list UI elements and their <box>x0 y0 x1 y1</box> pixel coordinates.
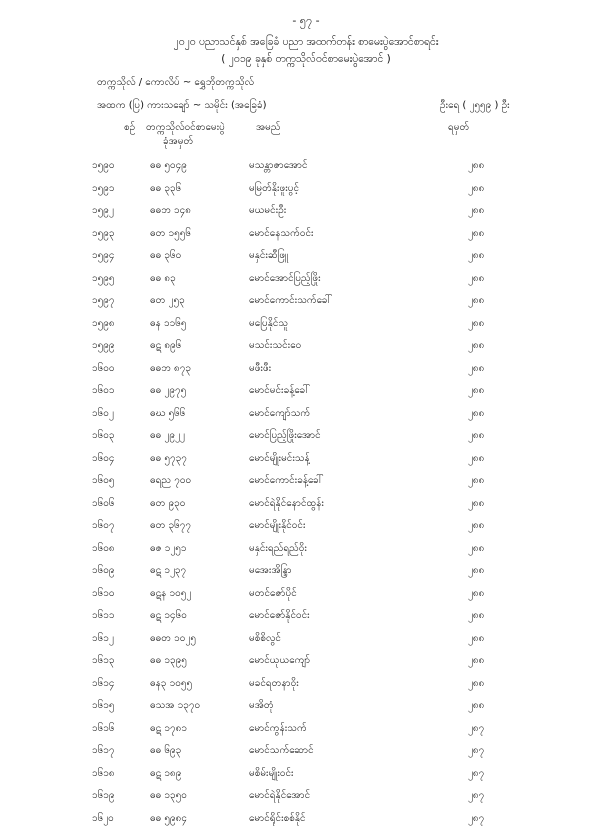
table-row <box>0 631 612 654</box>
table-row <box>0 788 612 811</box>
table-row <box>0 361 612 384</box>
row-number: ၁၅၉၃ <box>92 226 115 241</box>
score: ၂၈၈ <box>468 226 484 241</box>
student-name: မနှင်းဆီဖြူ <box>249 248 288 263</box>
table-row <box>0 766 612 789</box>
table-row <box>0 541 612 564</box>
table-row <box>0 698 612 721</box>
header-no: စဉ် <box>124 120 135 135</box>
student-name: မောင်ရိုင်းစစ်နိုင် <box>249 811 306 826</box>
score: ၂၈၈ <box>468 473 484 488</box>
score: ၂၈၈ <box>468 293 484 308</box>
row-number: ၁၆၀၀ <box>92 361 115 376</box>
table-row <box>0 226 612 249</box>
student-name: မောင်ကောင်းခန့်ခေါ် <box>249 473 323 488</box>
header-score: ရမှတ် <box>448 120 469 135</box>
score: ၂၈၇ <box>468 766 484 781</box>
table-row <box>0 316 612 339</box>
roll-number: ဓဋ ၁၂၃၇ <box>150 563 186 578</box>
student-name: မအေးအိန္ဒြာ <box>249 563 292 578</box>
student-name: မောင်ပြည့်ဖြိုးအောင် <box>249 428 321 443</box>
row-number: ၁၅၉၁ <box>92 181 115 196</box>
student-name: မယမင်းဦး <box>249 203 286 218</box>
row-number: ၁၅၉၄ <box>92 248 115 263</box>
student-name: မောင်ကွန်းသက် <box>249 721 307 736</box>
roll-number: ဓဓ ၂၉၇၅ <box>150 383 186 398</box>
row-number: ၁၆၁၀ <box>92 586 115 601</box>
student-name: မောင်နေသက်ဝင်း <box>249 226 314 241</box>
student-name: မသင်းသင်းဝေ <box>249 338 301 353</box>
university-line: တက္ကသိုလ် / ကောလိပ် ~ ရွှေဘိုတက္ကသိုလ် <box>97 75 254 90</box>
student-name: မခင်ရတနာဝိုး <box>249 676 299 691</box>
roll-number: ဓဓ ၁၃၅၀ <box>150 788 187 803</box>
table-row <box>0 338 612 361</box>
score: ၂၈၈ <box>468 676 484 691</box>
roll-number: ဓဓ ၁၃၉၅ <box>150 653 187 668</box>
row-number: ၁၆၀၆ <box>92 496 115 511</box>
student-name: မောင်အောင်ပြည့်ဖြိုး <box>249 271 321 286</box>
roll-number: ဓန ၁၁၆၅ <box>150 316 186 331</box>
table-row <box>0 158 612 181</box>
score: ၂၈၈ <box>468 451 484 466</box>
roll-number: ဓဓ ၆၉၃ <box>150 743 181 758</box>
score: ၂၈၈ <box>468 496 484 511</box>
row-number: ၁၆၀၄ <box>92 451 115 466</box>
table-row <box>0 563 612 586</box>
row-number: ၁၆၀၁ <box>92 383 115 398</box>
table-row <box>0 181 612 204</box>
score: ၂၈၈ <box>468 586 484 601</box>
table-row <box>0 608 612 631</box>
roll-number: ဓရည ၇၀၀ <box>150 473 191 488</box>
student-name: မောင်ရဲနိုင်အောင် <box>249 788 310 803</box>
results-list <box>0 158 612 833</box>
score: ၂၈၈ <box>468 383 484 398</box>
table-row <box>0 496 612 519</box>
roll-number: ဓဓ ၃၃၆ <box>150 181 181 196</box>
student-name: မအိတုံ <box>249 698 274 713</box>
score: ၂၈၈ <box>468 181 484 196</box>
table-row <box>0 586 612 609</box>
roll-number: ဓဓဘ ၁၄၈ <box>150 203 191 218</box>
student-name: မတင်ဇော်ပိုင် <box>249 586 297 601</box>
student-name: မဖီးဖီး <box>249 361 271 376</box>
table-row <box>0 518 612 541</box>
row-number: ၁၆၁၁ <box>92 608 115 623</box>
score: ၂၈၈ <box>468 316 484 331</box>
row-number: ၁၆၁၂ <box>92 631 114 646</box>
roll-number: ဓဃ ၅၆၆ <box>150 406 185 421</box>
roll-number: ဓဋ ၁၇၈၁ <box>150 721 187 736</box>
row-number: ၁၆၀၈ <box>92 541 115 556</box>
table-row <box>0 428 612 451</box>
roll-number: ဓဓ ၅၇၃၇ <box>150 451 187 466</box>
score: ၂၈၈ <box>468 158 484 173</box>
roll-number: ဓဋ ၁၄၆၀ <box>150 608 187 623</box>
roll-number: ဓဓတ ၁၀၂၅ <box>150 631 196 646</box>
table-row <box>0 383 612 406</box>
table-row <box>0 203 612 226</box>
page-number: - ၅၇ - <box>0 14 612 30</box>
table-row <box>0 743 612 766</box>
score: ၂၈၈ <box>468 698 484 713</box>
score: ၂၈၈ <box>468 361 484 376</box>
table-row <box>0 653 612 676</box>
student-name: မောင်မျိုးမင်းသန့် <box>249 451 310 466</box>
student-name: မောင်သက်ဆောင် <box>249 743 314 758</box>
header-roll-2: ခုံအမှတ် <box>163 134 193 149</box>
table-row <box>0 811 612 833</box>
roll-number: ဓန၃ ၁၀၅၅ <box>150 676 192 691</box>
roll-number: ဓတ ၃၆၇၇ <box>150 518 191 533</box>
table-row <box>0 248 612 271</box>
header-name: အမည် <box>256 120 281 135</box>
score: ၂၈၈ <box>468 338 484 353</box>
roll-number: ဓဓ ၂၉၂၂ <box>150 428 185 443</box>
row-number: ၁၅၉၅ <box>92 271 115 286</box>
student-name: မစိမ်းမျိုးဝင်း <box>249 766 294 781</box>
row-number: ၁၆၀၂ <box>92 406 114 421</box>
student-name: မောင်ဇော်နိုင်ဝင်း <box>249 608 310 623</box>
student-name: မောင်ကောင်းသက်ခေါ် <box>249 293 332 308</box>
candidate-count: ဦးရေ ( ၂၅၅၉ ) ဦး <box>440 98 510 113</box>
table-row <box>0 451 612 474</box>
student-name: မမြတ်နိုးဖူးပွင့် <box>249 181 299 196</box>
row-number: ၁၆၂၀ <box>92 811 114 826</box>
row-number: ၁၅၉၀ <box>92 158 115 173</box>
score: ၂၈၈ <box>468 428 484 443</box>
row-number: ၁၆၁၉ <box>92 788 115 803</box>
document-title: ၂၀၂၀ ပညာသင်နှစ် အခြေခံ ပညာ အထက်တန်း စာမေးပွဲအောင်စာရင်း <box>0 36 612 51</box>
student-name: မောင်ရဲနိုင်နောင်ထွန်း <box>249 496 324 511</box>
score: ၂၈၇ <box>468 811 484 826</box>
table-row <box>0 406 612 429</box>
roll-number: ဓဓ ၃၆၀ <box>150 248 181 263</box>
row-number: ၁၆၁၈ <box>92 766 115 781</box>
row-number: ၁၆၀၉ <box>92 563 115 578</box>
score: ၂၈၈ <box>468 631 484 646</box>
roll-number: ဓတ ၉၃၀ <box>150 496 185 511</box>
row-number: ၁၅၉၉ <box>92 338 115 353</box>
score: ၂၈၈ <box>468 563 484 578</box>
student-name: မပြေနိုင်သူ <box>249 316 288 331</box>
score: ၂၈၈ <box>468 203 484 218</box>
table-row <box>0 676 612 699</box>
score: ၂၈၇ <box>468 788 484 803</box>
document-subtitle: ( ၂၀၁၉ ခုနှစ် တက္ကသိုလ်ဝင်စာမေးပွဲအောင် ) <box>0 53 612 68</box>
row-number: ၁၆၁၃ <box>92 653 115 668</box>
roll-number: ဓဓ ၈၃ <box>150 271 176 286</box>
roll-number: ဓသအ ၁၃၇၀ <box>150 698 200 713</box>
header-roll: တက္ကသိုလ်ဝင်စာမေးပွဲ <box>146 120 225 135</box>
row-number: ၁၆၁၆ <box>92 721 115 736</box>
roll-number: ဓဋန ၁၀၅၂ <box>150 586 191 601</box>
roll-number: ဓဓ ၅၉၈၄ <box>150 811 187 826</box>
row-number: ၁၆၁၅ <box>92 698 115 713</box>
student-name: မောင်ယုယကျော် <box>249 653 310 668</box>
row-number: ၁၆၁၄ <box>92 676 115 691</box>
table-row <box>0 473 612 496</box>
student-name: မောင်မင်းခန့်ခေါ် <box>249 383 310 398</box>
score: ၂၈၈ <box>468 608 484 623</box>
student-name: မစိစိလွင် <box>249 631 281 646</box>
student-name: မောင်မျိုးနိုင်ဝင်း <box>249 518 305 533</box>
roll-number: ဓဇ ၁၂၅၁ <box>150 541 187 556</box>
score: ၂၈၈ <box>468 653 484 668</box>
row-number: ၁၅၉၂ <box>92 203 114 218</box>
roll-number: ဓတ ၁၅၅၆ <box>150 226 191 241</box>
score: ၂၈၈ <box>468 271 484 286</box>
table-row <box>0 293 612 316</box>
roll-number: ဓဋ ၁၈၉ <box>150 766 181 781</box>
row-number: ၁၆၀၃ <box>92 428 115 443</box>
row-number: ၁၆၀၇ <box>92 518 115 533</box>
school-line: အထက (ပြ) ကားသချော် ~ သမိုင်း (အ‌ခြေခံ) <box>97 98 267 113</box>
row-number: ၁၅၉၈ <box>92 316 115 331</box>
student-name: မသန္တာဇာအောင် <box>249 158 308 173</box>
row-number: ၁၆၁၇ <box>92 743 115 758</box>
roll-number: ဓဓဘ ၈၇၃ <box>150 361 191 376</box>
student-name: မနှင်းရည်ရည်ဝိုး <box>249 541 307 556</box>
score: ၂၈၈ <box>468 248 484 263</box>
score: ၂၈၈ <box>468 518 484 533</box>
score: ၂၈၇ <box>468 743 484 758</box>
student-name: မောင်ကျော်သက် <box>249 406 310 421</box>
roll-number: ဓဓ ၅၀၄၉ <box>150 158 187 173</box>
score: ၂၈၈ <box>468 406 484 421</box>
row-number: ၁၆၀၅ <box>92 473 115 488</box>
score: ၂၈၈ <box>468 541 484 556</box>
roll-number: ဓဋ ၈၉၆ <box>150 338 181 353</box>
row-number: ၁၅၉၇ <box>92 293 115 308</box>
score: ၂၈၇ <box>468 721 484 736</box>
table-row <box>0 271 612 294</box>
table-row <box>0 721 612 744</box>
roll-number: ဓတ ၂၅၃ <box>150 293 185 308</box>
